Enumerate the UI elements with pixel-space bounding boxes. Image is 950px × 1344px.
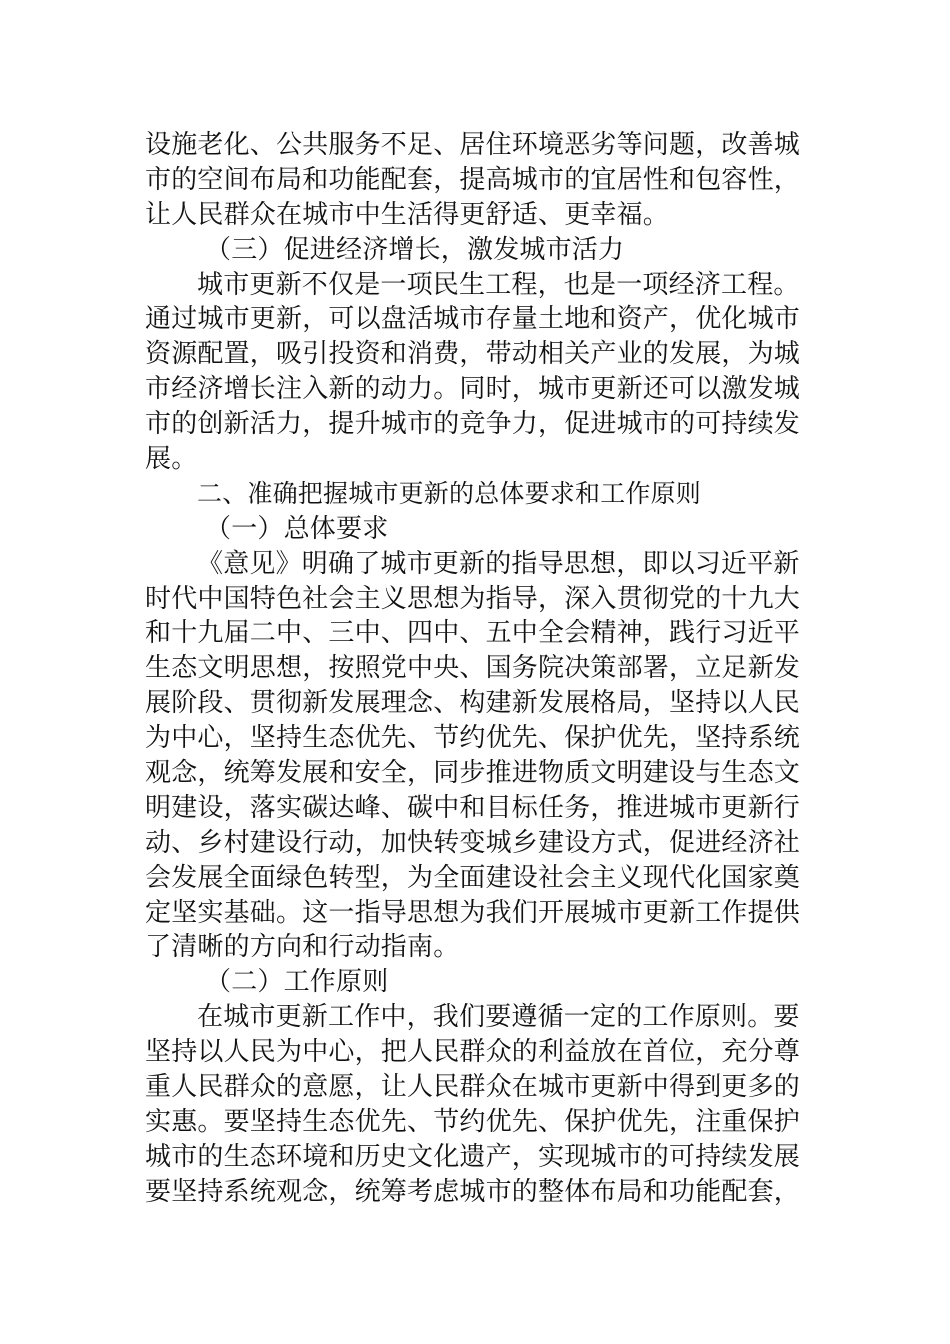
paragraph-line: 城市更新不仅是一项民生工程，也是一项经济工程。 [197,269,800,300]
paragraph-line: 通过城市更新，可以盘活城市存量土地和资产，优化城市 [145,304,801,335]
paragraph-line: 会发展全面绿色转型，为全面建设社会主义现代化国家奠 [145,862,801,893]
paragraph-line: 在城市更新工作中，我们要遵循一定的工作原则。要 [197,1002,800,1033]
paragraph-line: 市的空间布局和功能配套，提高城市的宜居性和包容性， [145,164,801,195]
paragraph-line: 市经济增长注入新的动力。同时，城市更新还可以激发城 [145,374,801,405]
paragraph-line: 生态文明思想，按照党中央、国务院决策部署，立足新发 [145,653,801,684]
paragraph-line: 和十九届二中、三中、四中、五中全会精神，践行习近平 [145,618,801,649]
section-subheading: （一）总体要求 [205,513,389,544]
paragraph-line: 为中心，坚持生态优先、节约优先、保护优先，坚持系统 [145,723,801,754]
paragraph-line: 城市的生态环境和历史文化遗产，实现城市的可持续发展 [145,1141,801,1172]
document-body [145,128,807,1210]
paragraph-line: 设施老化、公共服务不足、居住环境恶劣等问题，改善城 [145,130,801,160]
paragraph-line: 明建设，落实碳达峰、碳中和目标任务，推进城市更新行 [145,792,801,823]
paragraph-line: 了清晰的方向和行动指南。 [145,932,460,963]
section-subheading: （三）促进经济增长，激发城市活力 [205,234,625,265]
paragraph-line: 展。 [145,444,198,475]
paragraph-line: 定坚实基础。这一指导思想为我们开展城市更新工作提供 [145,897,801,928]
paragraph-line: 让人民群众在城市中生活得更舒适、更幸福。 [145,199,670,230]
section-heading: 二、准确把握城市更新的总体要求和工作原则 [197,478,702,508]
paragraph-line: 观念，统筹发展和安全，同步推进物质文明建设与生态文 [145,758,801,789]
paragraph-line: 实惠。要坚持生态优先、节约优先、保护优先，注重保护 [145,1106,801,1137]
paragraph-line: 《意见》明确了城市更新的指导思想，即以习近平新 [197,548,800,579]
paragraph-line: 资源配置，吸引投资和消费，带动相关产业的发展，为城 [145,339,801,370]
paragraph-line: 动、乡村建设行动，加快转变城乡建设方式，促进经济社 [145,827,801,858]
paragraph-line: 市的创新活力，提升城市的竞争力，促进城市的可持续发 [145,409,801,440]
paragraph-line: 重人民群众的意愿，让人民群众在城市更新中得到更多的 [145,1072,801,1103]
paragraph-line: 坚持以人民为中心，把人民群众的利益放在首位，充分尊 [145,1037,801,1068]
paragraph-line: 展阶段、贯彻新发展理念、构建新发展格局，坚持以人民 [145,688,801,719]
paragraph-line: 时代中国特色社会主义思想为指导，深入贯彻党的十九大 [145,583,801,614]
section-subheading: （二）工作原则 [205,967,389,998]
paragraph-line: 要坚持系统观念，统筹考虑城市的整体布局和功能配套， [145,1176,801,1207]
